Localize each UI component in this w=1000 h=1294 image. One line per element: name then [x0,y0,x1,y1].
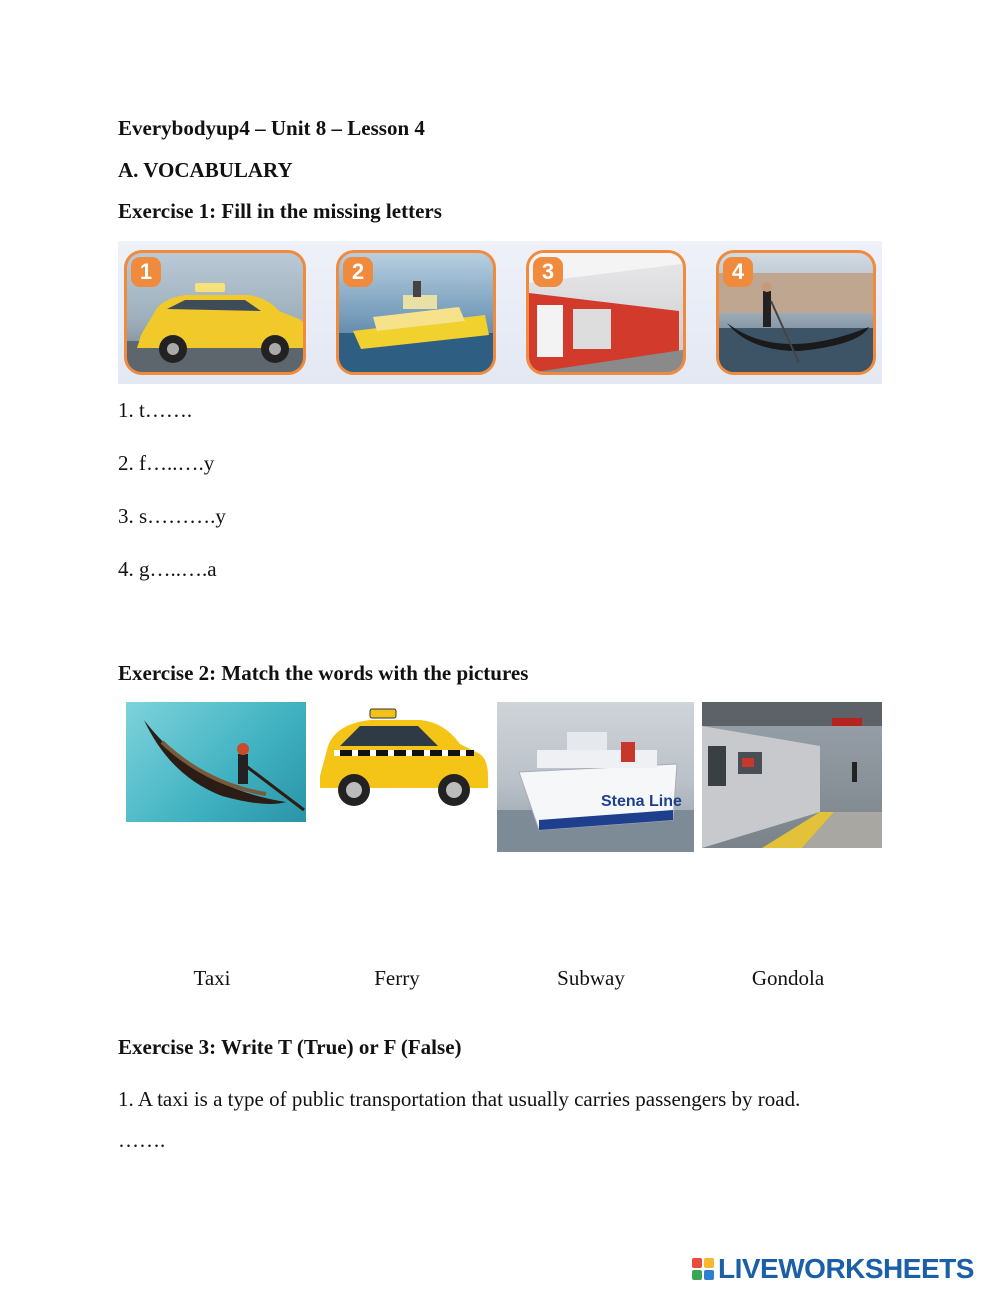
match-word-taxi[interactable]: Taxi [193,966,231,990]
picture-badge: 1 [131,257,161,287]
taxi-photo-illustration [314,706,489,812]
taxi-picture [124,250,306,375]
exercise-3-heading: Exercise 3: Write T (True) or F (False) [118,1035,462,1059]
gondola-photo [126,702,306,822]
logo-text: LIVEWORKSHEETS [718,1253,974,1284]
exercise-1-heading: Exercise 1: Fill in the missing letters [118,199,442,223]
match-word-ferry[interactable]: Ferry [374,966,420,990]
section-heading: A. VOCABULARY [118,158,293,182]
gondola-picture [716,250,876,375]
exercise-1-item: 4. g…..….a [118,557,217,581]
subway-photo [702,702,882,848]
exercise-1-item: 3. s……….y [118,504,226,528]
ferry-photo [497,702,694,852]
gondola-photo-illustration [126,702,306,822]
ferry-photo-illustration [497,702,694,852]
picture-badge: 4 [723,257,753,287]
ferry-picture [336,250,496,375]
exercise-3-question: 1. A taxi is a type of public transportation that usually carries passengers by road. [118,1087,801,1111]
taxi-photo [314,706,489,812]
subway-picture [526,250,686,375]
exercise-1-item: 2. f…..….y [118,451,215,475]
exercise-1-picture-strip [118,241,882,384]
picture-badge: 2 [343,257,373,287]
match-word-gondola[interactable]: Gondola [751,966,825,990]
picture-badge: 3 [533,257,563,287]
exercise-1-item: 1. t……. [118,398,193,422]
ferry-brand-text: Stena Line [601,793,682,810]
match-word-subway[interactable]: Subway [557,966,625,990]
answer-blank[interactable]: ……. [118,1128,166,1152]
liveworksheets-logo [692,1254,974,1284]
exercise-2-heading: Exercise 2: Match the words with the pictures [118,661,529,685]
subway-photo-illustration [702,702,882,848]
logo-mark-icon [692,1258,714,1280]
page-title: Everybodyup4 – Unit 8 – Lesson 4 [118,116,425,140]
